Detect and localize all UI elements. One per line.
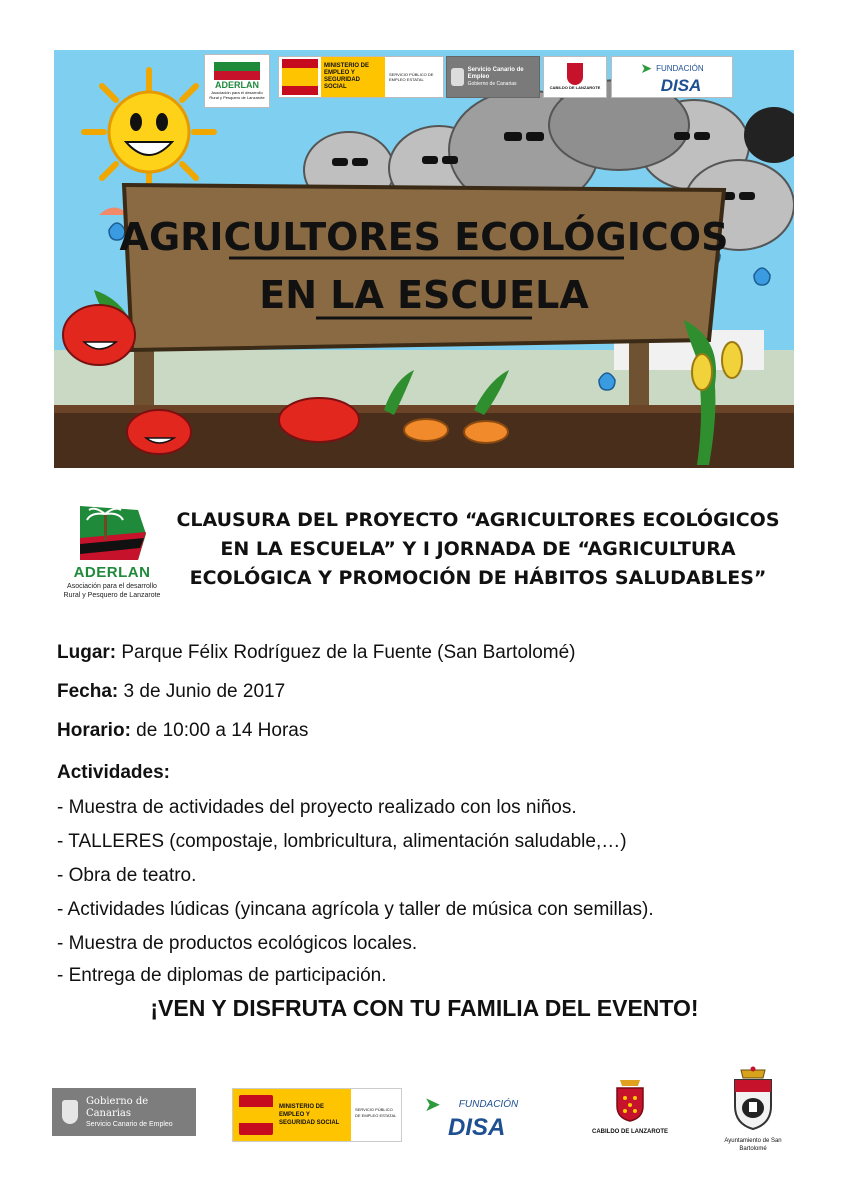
banner-illustration [54, 50, 794, 468]
horario-label: Horario: [57, 720, 131, 741]
footer-ministerio-text: MINISTERIO DE EMPLEO Y SEGURIDAD SOCIAL [279, 1104, 340, 1126]
banner-ministerio-side: SERVICIO PÚBLICO DE EMPLEO ESTATAL [389, 72, 434, 82]
footer-cabildo-text: CABILDO DE LANZAROTE [592, 1129, 668, 1135]
headline-line1: CLAUSURA DEL PROYECTO “AGRICULTORES ECOLÓGICOS [176, 509, 780, 531]
headline-line2: EN LA ESCUELA” Y I JORNADA DE “AGRICULTURA [220, 538, 736, 560]
activity-item: - Muestra de productos ecológicos locales. [57, 933, 418, 954]
aderlan-subtitle-line1: Asociación para el desarrollo [67, 583, 157, 590]
banner-logo-cabildo [543, 56, 607, 98]
footer-disa-main: DISA [448, 1114, 506, 1141]
headline-line3: ECOLÓGICA Y PROMOCIÓN DE HÁBITOS SALUDABLES” [189, 567, 767, 589]
actividades-label: Actividades: [57, 762, 170, 783]
spain-shield-icon [282, 59, 318, 95]
banner-logo-disa [611, 56, 733, 98]
footer-logo-ayuntamiento [710, 1066, 796, 1152]
cabildo-shield-icon [567, 63, 583, 85]
activity-item: - Obra de teatro. [57, 865, 197, 886]
banner-ministerio-text: MINISTERIO DE EMPLEO Y SEGURIDAD SOCIAL [321, 57, 385, 97]
banner-logo-ministerio [278, 56, 444, 98]
footer-logo-gobierno-canarias [52, 1088, 196, 1136]
aderlan-subtitle-line2: Rural y Pesquero de Lanzarote [63, 592, 161, 599]
footer-ayuntamiento-text: Ayuntamiento de San Bartolomé [724, 1138, 782, 1152]
banner-disa-main: DISA [660, 76, 702, 95]
banner-logo-servicio-canario [446, 56, 540, 98]
footer-logo-ministerio [232, 1088, 402, 1142]
aderlan-flag-icon [214, 62, 260, 80]
banner-aderlan-sub: Asociación para el desarrollo Rural y Pesquero de Lanzarote [209, 90, 265, 100]
detail-fecha [57, 681, 285, 703]
horario-value: de 10:00 a 14 Horas [130, 720, 309, 741]
aderlan-emblem-icon [78, 504, 148, 562]
ayuntamiento-crest-icon [731, 1066, 775, 1132]
canarias-shield-icon [451, 68, 464, 86]
fecha-value: 3 de Junio de 2017 [118, 681, 286, 702]
banner-title-line1: AGRICULTORES ECOLÓGICOS [119, 215, 729, 259]
activity-item: - Muestra de actividades del proyecto realizado con los niños. [57, 797, 577, 818]
activity-item: - TALLERES (compostaje, lombricultura, alimentación saludable,…) [57, 831, 627, 852]
banner-servicio-title: Servicio Canario de Empleo [467, 67, 524, 80]
cabildo-shield-icon [614, 1078, 646, 1122]
detail-horario [57, 720, 308, 742]
banner-title-line2: EN LA ESCUELA [259, 273, 589, 317]
footer-logo-cabildo [592, 1078, 668, 1138]
hummingbird-icon: ➤ [640, 60, 653, 76]
footer-gobierno-sub: Servicio Canario de Empleo [85, 1120, 173, 1128]
hummingbird-icon: ➤ [424, 1094, 441, 1116]
aderlan-name: ADERLAN [73, 564, 151, 581]
banner-servicio-sub: Gobierno de Canarias [467, 81, 517, 87]
aderlan-subtitle [60, 582, 164, 600]
fecha-label: Fecha: [57, 681, 119, 702]
footer-disa-top: FUNDACIÓN [458, 1099, 519, 1110]
footer-gobierno-title: Gobierno de Canarias [85, 1095, 149, 1119]
lugar-label: Lugar: [57, 642, 117, 663]
banner-logo-aderlan [204, 54, 270, 108]
detail-lugar [57, 642, 576, 664]
canarias-shield-icon [62, 1100, 78, 1124]
call-to-action: ¡VEN Y DISFRUTA CON TU FAMILIA DEL EVENTO! [150, 995, 699, 1021]
activity-item: - Actividades lúdicas (yincana agrícola y taller de música con semillas). [57, 899, 654, 920]
lugar-value: Parque Félix Rodríguez de la Fuente (San Bartolomé) [116, 642, 576, 663]
event-headline [168, 506, 788, 593]
spain-shield-icon [239, 1095, 273, 1135]
footer-logo-disa [424, 1092, 534, 1140]
aderlan-logo [60, 504, 164, 600]
footer-ministerio-side: SERVICIO PÚBLICO DE EMPLEO ESTATAL [351, 1089, 401, 1141]
banner-aderlan-name: ADERLAN [215, 80, 259, 90]
activity-item: - Entrega de diplomas de participación. [57, 965, 387, 986]
banner-disa-top: FUNDACIÓN [656, 64, 704, 73]
banner-art [54, 50, 794, 468]
banner-cabildo-text: CABILDO DE LANZAROTE [549, 85, 601, 90]
